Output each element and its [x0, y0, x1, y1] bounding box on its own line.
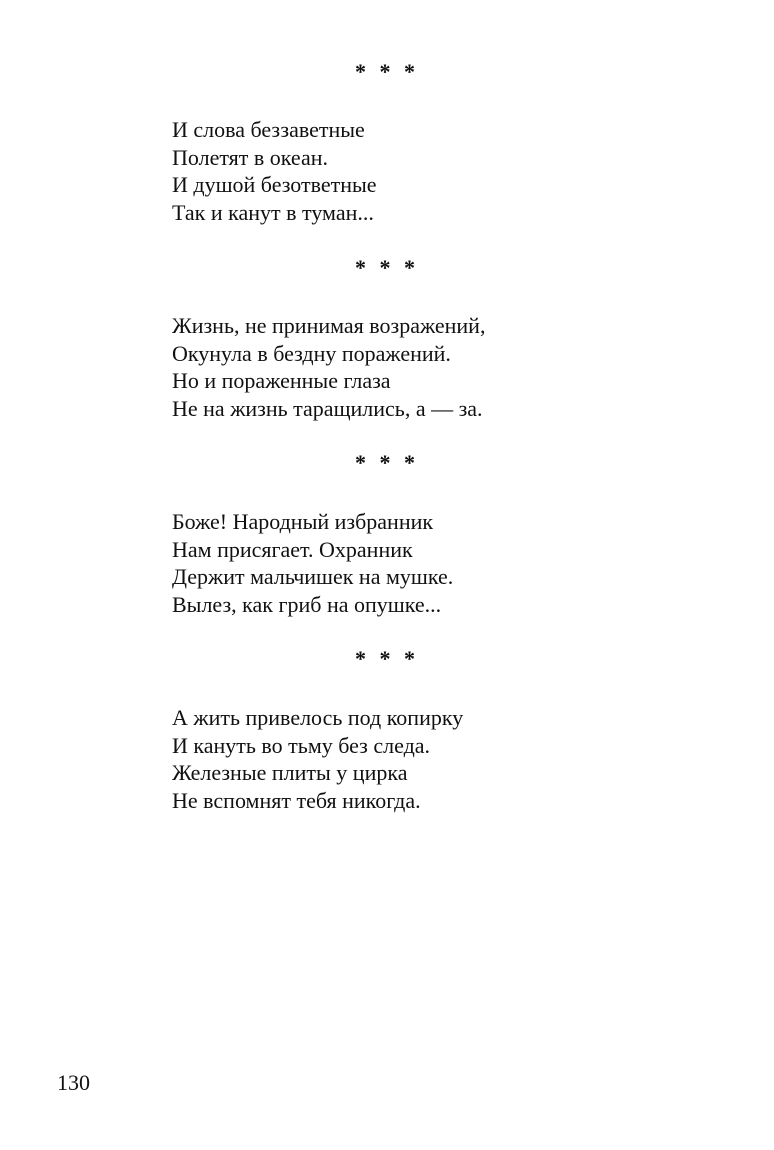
poem-stanza: [172, 312, 732, 422]
poem-line: Вылез, как гриб на опушке...: [172, 591, 442, 617]
poem-line: А жить привелось под копирку: [172, 705, 464, 730]
poem-line: Так и канут в туман...: [172, 199, 374, 225]
poem-line: Боже! Народный избранник: [172, 509, 434, 534]
poem-line: Не на жизнь таращились, а — за.: [172, 395, 483, 421]
poem-line: Не вспомнят тебя никогда.: [172, 787, 421, 813]
poem-line: Окунула в бездну поражений.: [172, 340, 451, 366]
poem-line: Но и пораженные глаза: [172, 368, 391, 393]
stanza-separator: * * *: [355, 59, 419, 84]
poem-line: Держит мальчишек на мушке.: [172, 564, 454, 589]
poem-line: Жизнь, не принимая возражений,: [172, 313, 486, 338]
page-number: 130: [57, 1070, 90, 1095]
poem-line: И кануть во тьму без следа.: [172, 732, 431, 758]
poem-line: Полетят в океан.: [172, 144, 328, 170]
poem-line: И душой безответные: [172, 172, 377, 197]
poem-line: Нам присягает. Охранник: [172, 536, 413, 562]
poem-line: И слова беззаветные: [172, 117, 365, 142]
poem-stanza: [172, 116, 732, 226]
stanza-separator: * * *: [355, 646, 419, 671]
stanza-separator: * * *: [355, 450, 419, 475]
stanza-separator: * * *: [355, 255, 419, 280]
poem-stanza: [172, 508, 732, 618]
poem-line: Железные плиты у цирка: [172, 760, 408, 785]
poem-stanza: [172, 704, 732, 814]
